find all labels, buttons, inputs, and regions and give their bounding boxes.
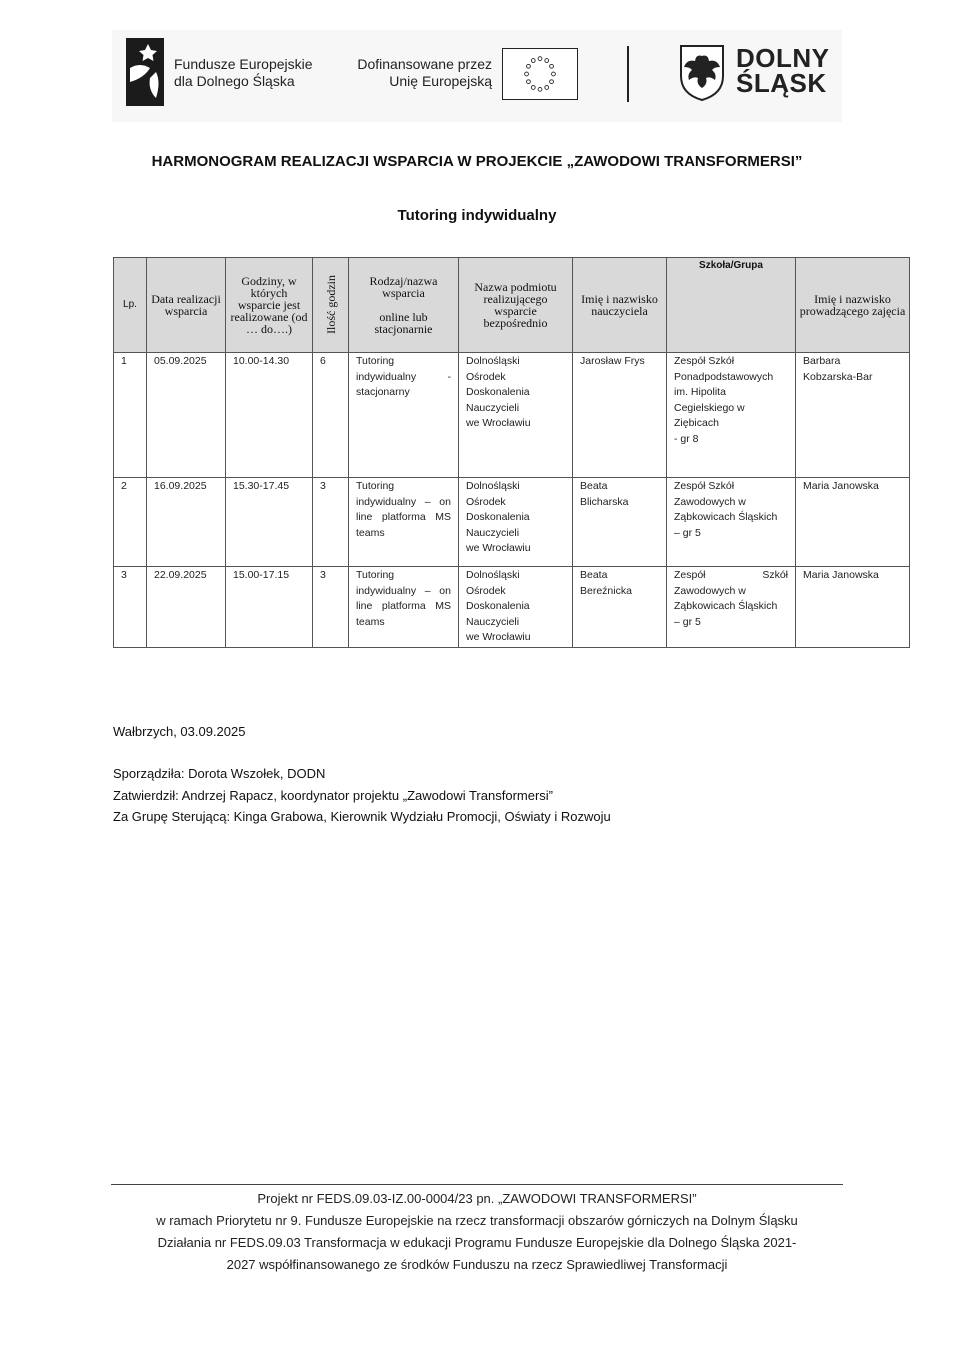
cell-lp: 1 [114,353,147,478]
fe-logo-line2: dla Dolnego Śląska [174,73,295,89]
header-lp: Lp. [114,258,147,353]
dolny-slask-line1: DOLNY [736,43,830,73]
approved-by: Zatwierdził: Andrzej Rapacz, koordynator projektu „Zawodowi Transformersi” [113,787,554,803]
cell-school: Zespół Szkół Zawodowych w Ząbkowicach Śląskich – gr 5 [667,478,796,567]
cell-entity: Dolnośląski Ośrodek Doskonalenia Nauczycieli we Wrocławiu [459,478,573,567]
fe-logo-text [174,56,313,90]
footer-line4: 2027 współfinansowanego ze środków Funduszu na rzecz Sprawiedliwej Transformacji [226,1257,728,1272]
signature-block [113,763,611,828]
cell-school: Zespół Szkół Ponadpodstawowych im. Hipolita Cegielskiego w Ziębicach - gr 8 [667,353,796,478]
cell-type: Tutoring indywidualny – on line platforma MS teams [349,567,459,648]
committee-approval: Za Grupę Sterującą: Kinga Grabowa, Kierownik Wydziału Promocji, Oświaty i Rozwoju [113,809,611,824]
cell-type: Tutoring indywidualny - stacjonarny [349,353,459,478]
header-leader: Imię i nazwisko prowadzącego zajęcia [796,258,910,353]
prepared-by: Sporządziła: Dorota Wszołek, DODN [113,766,326,781]
cell-date: 16.09.2025 [147,478,226,567]
table-row [114,353,910,478]
footer-line2: w ramach Priorytetu nr 9. Fundusze Europejskie na rzecz transformacji obszarów górniczych na Dolnym Śląsku [156,1213,798,1228]
header-count [313,258,349,353]
cell-type: Tutoring indywidualny – on line platforma MS teams [349,478,459,567]
header-type-a: Rodzaj/nazwa wsparcia [369,274,438,300]
header-school: Szkoła/Grupa [667,258,796,353]
cell-entity: Dolnośląski Ośrodek Doskonalenia Nauczycieli we Wrocławiu [459,567,573,648]
logo-divider [627,46,629,102]
logo-bar [112,30,842,122]
cofinanced-text [340,56,492,90]
dolny-slask-text [736,43,830,98]
table-row [114,567,910,648]
cell-lp: 2 [114,478,147,567]
cell-leader: Maria Janowska [796,478,910,567]
cell-hours: 15.00-17.15 [226,567,313,648]
header-hours: Godziny, w których wsparcie jest realizowane (od … do….) [226,258,313,353]
cell-leader: Maria Janowska [796,567,910,648]
document-subtitle: Tutoring indywidualny [397,207,557,224]
cofinanced-line2: Unię Europejską [389,73,492,89]
cell-entity: Dolnośląski Ośrodek Doskonalenia Nauczycieli we Wrocławiu [459,353,573,478]
dolny-slask-line2: ŚLĄSK [736,68,827,98]
cofinanced-line1: Dofinansowane przez [357,56,492,72]
cell-count: 3 [313,567,349,648]
header-date: Data realizacji wsparcia [147,258,226,353]
cell-hours: 15.30-17.45 [226,478,313,567]
footer [100,1188,854,1276]
table-header-row [114,258,910,353]
header-teacher: Imię i nazwisko nauczyciela [573,258,667,353]
cell-teacher: Jarosław Frys [573,353,667,478]
eu-flag-icon [502,48,578,100]
cell-count: 3 [313,478,349,567]
cell-hours: 10.00-14.30 [226,353,313,478]
cell-teacher: Beata Blicharska [573,478,667,567]
place-date: Wałbrzych, 03.09.2025 [113,724,246,739]
cell-school: Zespół Szkół Zawodowych w Ząbkowicach Śląskich – gr 5 [667,567,796,648]
cell-date: 05.09.2025 [147,353,226,478]
fe-logo-line1: Fundusze Europejskie [174,56,313,72]
cell-date: 22.09.2025 [147,567,226,648]
header-count-label: Ilość godzin [323,274,338,334]
footer-line1: Projekt nr FEDS.09.03-IZ.00-0004/23 pn. „ZAWODOWI TRANSFORMERSI” [257,1191,697,1206]
schedule-table [113,257,910,648]
cell-teacher: Beata Bereźnicka [573,567,667,648]
header-entity: Nazwa podmiotu realizującego wsparcie bezpośrednio [459,258,573,353]
header-type-b: online lub stacjonarnie [374,310,433,336]
cell-leader: Barbara Kobzarska-Bar [796,353,910,478]
table-row [114,478,910,567]
cell-count: 6 [313,353,349,478]
document-title: HARMONOGRAM REALIZACJI WSPARCIA W PROJEKCIE „ZAWODOWI TRANSFORMERSI” [151,153,803,170]
footer-divider [111,1184,843,1185]
dolny-slask-crest-icon [679,44,725,102]
cell-lp: 3 [114,567,147,648]
fe-logo-icon [126,38,164,106]
header-type [349,258,459,353]
footer-line3: Działania nr FEDS.09.03 Transformacja w edukacji Programu Fundusze Europejskie dla Dolnego Śląska 2021- [157,1235,797,1250]
